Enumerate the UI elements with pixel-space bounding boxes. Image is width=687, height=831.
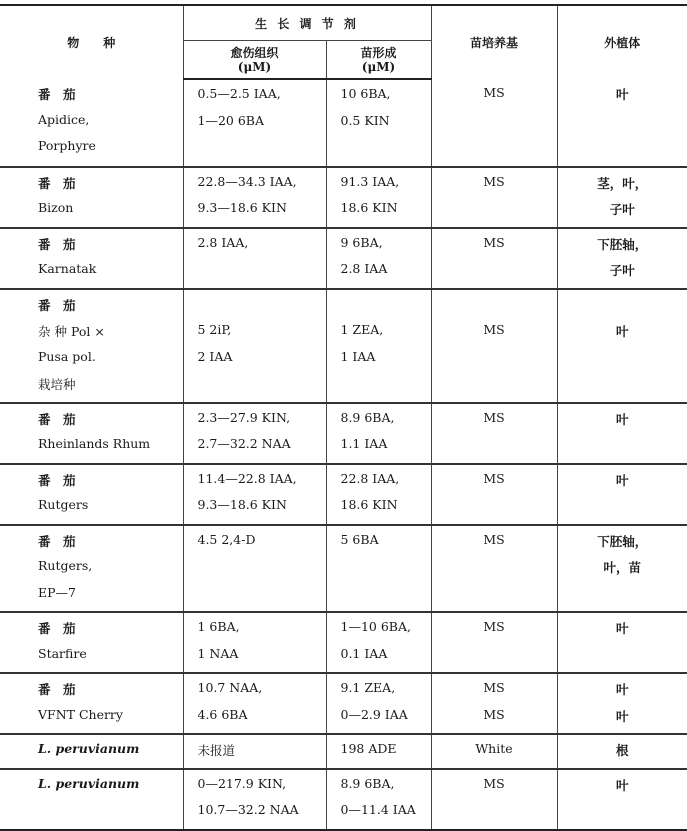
species-cell-line: Bizon xyxy=(0,200,183,227)
callus-cell xyxy=(183,464,326,525)
callus-cell-line: 1 NAA xyxy=(184,646,326,673)
medium-cell-line: MS xyxy=(432,174,557,201)
explant-cell-line: 子叶 xyxy=(558,200,687,227)
shoot-cell-line: 18.6 KIN xyxy=(327,200,431,227)
explant-cell-line: 叶 xyxy=(558,776,687,803)
table-row xyxy=(0,612,687,673)
callus-cell-line: 5 2iP, xyxy=(184,322,326,349)
explant-cell-line: 叶 xyxy=(558,322,687,349)
medium-cell-line xyxy=(432,296,557,323)
callus-cell xyxy=(183,612,326,673)
medium-cell-line: MS xyxy=(432,707,557,734)
callus-cell xyxy=(183,228,326,289)
header-growth-regulator: 生 长 调 节 剂 xyxy=(183,5,431,41)
shoot-cell xyxy=(326,769,431,830)
explant-cell xyxy=(557,228,687,289)
explant-cell xyxy=(557,734,687,769)
table-row xyxy=(0,525,687,613)
shoot-cell-line: 198 ADE xyxy=(327,741,431,768)
explant-cell-line: 下胚轴， xyxy=(558,532,687,559)
species-cell-line: 番 茄 xyxy=(0,296,183,323)
callus-cell xyxy=(183,769,326,830)
table-row xyxy=(0,403,687,464)
shoot-cell-line: 1 IAA xyxy=(327,349,431,376)
species-cell-line: 番 茄 xyxy=(0,85,183,112)
medium-cell-line: MS xyxy=(432,680,557,707)
callus-cell-line: 22.8—34.3 IAA, xyxy=(184,174,326,201)
shoot-cell-line: 9 6BA, xyxy=(327,235,431,262)
species-cell-line: Karnatak xyxy=(0,261,183,288)
explant-cell xyxy=(557,612,687,673)
explant-cell xyxy=(557,464,687,525)
explant-cell xyxy=(557,525,687,613)
species-cell-line: 番 茄 xyxy=(0,410,183,437)
species-cell xyxy=(0,79,183,167)
medium-cell xyxy=(431,228,557,289)
species-cell-line: 杂 种 Pol × xyxy=(0,322,183,349)
callus-cell-line: 1 6BA, xyxy=(184,619,326,646)
shoot-cell-line: 22.8 IAA, xyxy=(327,471,431,498)
species-cell xyxy=(0,612,183,673)
shoot-cell-line: 18.6 KIN xyxy=(327,497,431,524)
species-cell-line: 番 茄 xyxy=(0,471,183,498)
species-cell-line: L. peruvianum xyxy=(0,776,183,803)
callus-cell-line: 9.3—18.6 KIN xyxy=(184,200,326,227)
species-cell-line: 番 茄 xyxy=(0,680,183,707)
shoot-cell xyxy=(326,525,431,613)
species-cell-line: Rutgers, xyxy=(0,558,183,585)
explant-cell-line: 子叶 xyxy=(558,261,687,288)
table-row xyxy=(0,79,687,167)
explant-cell-line: 叶，苗 xyxy=(558,558,687,585)
callus-cell-line: 11.4—22.8 IAA, xyxy=(184,471,326,498)
medium-cell xyxy=(431,464,557,525)
callus-cell xyxy=(183,525,326,613)
species-cell xyxy=(0,525,183,613)
callus-cell-line: 1—20 6BA xyxy=(184,113,326,140)
shoot-cell-line xyxy=(327,296,431,323)
header-medium: 苗培养基 xyxy=(431,5,557,79)
shoot-cell-line: 0—11.4 IAA xyxy=(327,802,431,829)
explant-cell-line: 叶 xyxy=(558,619,687,646)
callus-cell-line: 2.3—27.9 KIN, xyxy=(184,410,326,437)
callus-cell-line: 9.3—18.6 KIN xyxy=(184,497,326,524)
shoot-cell xyxy=(326,289,431,403)
medium-cell-line: MS xyxy=(432,532,557,559)
shoot-cell xyxy=(326,734,431,769)
table-row xyxy=(0,167,687,228)
medium-cell xyxy=(431,403,557,464)
callus-cell-line: 2.7—32.2 NAA xyxy=(184,436,326,463)
callus-cell xyxy=(183,79,326,167)
species-cell-line: Rutgers xyxy=(0,497,183,524)
medium-cell xyxy=(431,612,557,673)
shoot-cell xyxy=(326,228,431,289)
shoot-cell-line: 1.1 IAA xyxy=(327,436,431,463)
callus-cell-line: 2 IAA xyxy=(184,349,326,376)
medium-cell xyxy=(431,289,557,403)
callus-cell-line: 未报道 xyxy=(184,741,326,768)
callus-cell xyxy=(183,289,326,403)
explant-cell-line: 叶 xyxy=(558,85,687,112)
species-cell xyxy=(0,673,183,734)
species-cell xyxy=(0,403,183,464)
species-cell-line: 栽培种 xyxy=(0,375,183,402)
species-cell xyxy=(0,167,183,228)
table-row xyxy=(0,769,687,830)
medium-cell-line: White xyxy=(432,741,557,768)
medium-cell xyxy=(431,673,557,734)
shoot-cell-line: 8.9 6BA, xyxy=(327,776,431,803)
species-cell xyxy=(0,734,183,769)
shoot-cell-line: 1—10 6BA, xyxy=(327,619,431,646)
callus-cell xyxy=(183,167,326,228)
explant-cell xyxy=(557,79,687,167)
species-cell-line: Porphyre xyxy=(0,138,183,165)
medium-cell xyxy=(431,167,557,228)
species-cell xyxy=(0,289,183,403)
callus-cell xyxy=(183,673,326,734)
shoot-cell xyxy=(326,79,431,167)
medium-cell-line: MS xyxy=(432,85,557,112)
species-cell xyxy=(0,228,183,289)
callus-cell xyxy=(183,403,326,464)
shoot-cell xyxy=(326,403,431,464)
explant-cell-line: 叶 xyxy=(558,410,687,437)
species-cell-line: 番 茄 xyxy=(0,619,183,646)
explant-cell-line xyxy=(558,296,687,323)
shoot-cell xyxy=(326,167,431,228)
species-cell xyxy=(0,464,183,525)
shoot-cell-line: 8.9 6BA, xyxy=(327,410,431,437)
callus-cell-line: 0—217.9 KIN, xyxy=(184,776,326,803)
medium-cell-line: MS xyxy=(432,471,557,498)
shoot-cell-line: 2.8 IAA xyxy=(327,261,431,288)
callus-cell-line: 4.6 6BA xyxy=(184,707,326,734)
table-row xyxy=(0,734,687,769)
species-cell-line: 番 茄 xyxy=(0,532,183,559)
medium-cell xyxy=(431,734,557,769)
shoot-cell-line: 0—2.9 IAA xyxy=(327,707,431,734)
species-cell-line: L. peruvianum xyxy=(0,741,183,768)
explant-cell-line: 叶 xyxy=(558,707,687,734)
shoot-cell-line: 10 6BA, xyxy=(327,86,431,113)
medium-cell-line: MS xyxy=(432,619,557,646)
callus-cell-line: 4.5 2,4-D xyxy=(184,532,326,559)
medium-cell-line: MS xyxy=(432,410,557,437)
header-shoot-formation: 苗形成 (μM) xyxy=(326,41,431,80)
species-cell-line: 番 茄 xyxy=(0,174,183,201)
medium-cell xyxy=(431,79,557,167)
explant-cell xyxy=(557,769,687,830)
shoot-cell-line: 5 6BA xyxy=(327,532,431,559)
explant-cell xyxy=(557,167,687,228)
species-cell-line: Starfire xyxy=(0,646,183,673)
species-cell-line: Pusa pol. xyxy=(0,349,183,376)
species-cell-line: 番 茄 xyxy=(0,235,183,262)
shoot-cell xyxy=(326,464,431,525)
header-callus: 愈伤组织 (μM) xyxy=(183,41,326,80)
regeneration-table xyxy=(0,4,687,831)
medium-cell xyxy=(431,769,557,830)
shoot-cell xyxy=(326,612,431,673)
header-species: 物 种 xyxy=(0,5,183,79)
species-cell-line: EP—7 xyxy=(0,585,183,612)
explant-cell xyxy=(557,289,687,403)
shoot-cell-line: 0.1 IAA xyxy=(327,646,431,673)
callus-cell-line xyxy=(184,296,326,323)
explant-cell-line: 根 xyxy=(558,741,687,768)
explant-cell-line: 下胚轴， xyxy=(558,235,687,262)
shoot-cell-line: 1 ZEA, xyxy=(327,322,431,349)
header-explant: 外植体 xyxy=(557,5,687,79)
medium-cell-line: MS xyxy=(432,776,557,803)
explant-cell xyxy=(557,403,687,464)
table-row xyxy=(0,289,687,403)
species-cell xyxy=(0,769,183,830)
shoot-cell-line: 91.3 IAA, xyxy=(327,174,431,201)
callus-cell-line: 10.7—32.2 NAA xyxy=(184,802,326,829)
callus-cell-line: 10.7 NAA, xyxy=(184,680,326,707)
species-cell-line: Apidice, xyxy=(0,112,183,139)
table-row xyxy=(0,464,687,525)
medium-cell-line: MS xyxy=(432,235,557,262)
shoot-cell-line: 9.1 ZEA, xyxy=(327,680,431,707)
explant-cell-line: 叶 xyxy=(558,680,687,707)
explant-cell-line: 茎，叶， xyxy=(558,174,687,201)
shoot-cell xyxy=(326,673,431,734)
shoot-cell-line: 0.5 KIN xyxy=(327,113,431,140)
callus-cell-line: 0.5—2.5 IAA, xyxy=(184,86,326,113)
species-cell-line: Rheinlands Rhum xyxy=(0,436,183,463)
table-row xyxy=(0,228,687,289)
table-body xyxy=(0,79,687,830)
callus-cell xyxy=(183,734,326,769)
species-cell-line: VFNT Cherry xyxy=(0,707,183,734)
medium-cell-line: MS xyxy=(432,322,557,349)
medium-cell xyxy=(431,525,557,613)
callus-cell-line: 2.8 IAA, xyxy=(184,235,326,262)
explant-cell xyxy=(557,673,687,734)
explant-cell-line: 叶 xyxy=(558,471,687,498)
table-row xyxy=(0,673,687,734)
